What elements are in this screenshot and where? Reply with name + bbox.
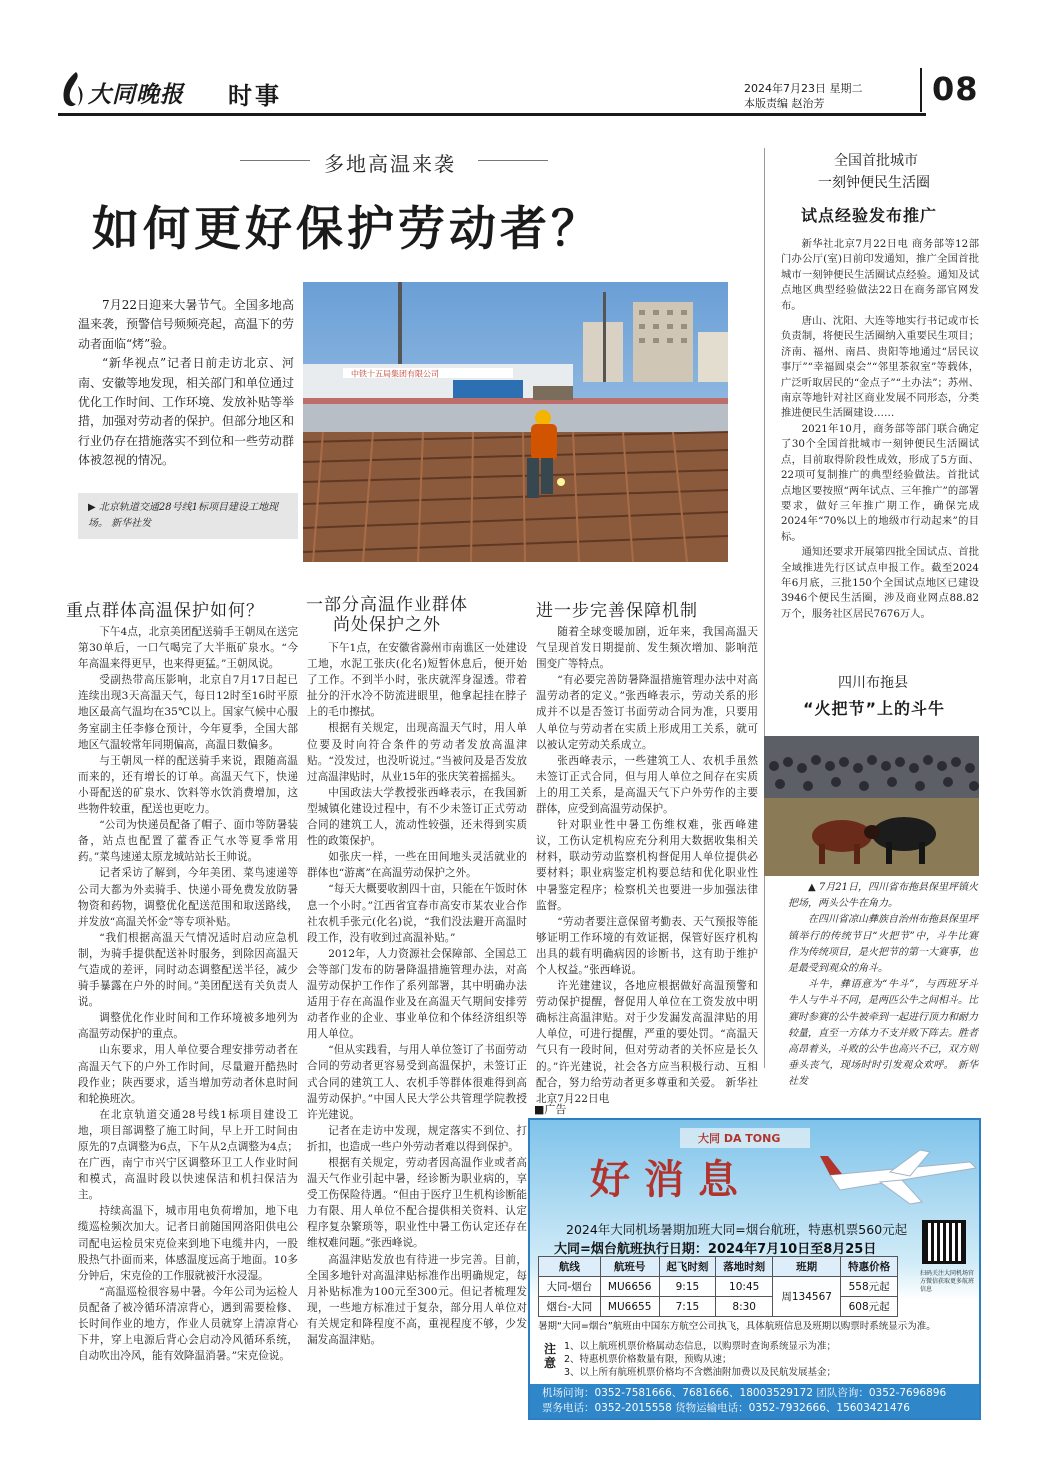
table-cell: 558元起 (841, 1277, 898, 1297)
paragraph: 通知还要求开展第四批全国试点、首批全域推进先行区试点申报工作。截至2024年6月底，三批150个全国试点地区已建设3946个便民生活圈，涉及商业网点88.82万个，服务社区居民7676万人。 (781, 546, 979, 620)
paragraph: 张西峰表示，一些建筑工人、农机手虽然未签订正式合同，但与用人单位之间存在实质上的用工关系，是高温天气下户外劳作的主要群体，应受到高温劳动保护。 (536, 754, 758, 816)
table-cell: 烟台-大同 (539, 1297, 601, 1317)
terminal-sign: 大同 DA TONG (698, 1132, 781, 1145)
sidebar2-body (788, 880, 978, 1091)
table-header: 航班号 (600, 1257, 659, 1277)
warning-item: 3、以上所有航班机票价格均不含燃油附加费以及民航发展基金； (564, 1367, 837, 1378)
bullfight-photo (764, 736, 979, 876)
paragraph: 在北京轨道交通28号线1标项目建设工地，项目部调整了施工时间，早上开工时间由原先的7点调整为6点，下午从2点调整为4点；在广西，南宁市兴宁区调整环卫工人作业时间和模式，高温时段以快速保洁和机扫保洁为主。 (78, 1108, 298, 1202)
header-divider (920, 68, 922, 112)
flight-table (538, 1256, 898, 1317)
photo-caption: ▲ 7月21日，四川省布拖县保里坪镇火把场，两头公牛在角力。 (788, 882, 978, 910)
kicker-rule (478, 160, 548, 161)
page-editor: 本版责编 赵治芳 (744, 97, 825, 110)
paragraph: 随着全球变暖加剧，近年来，我国高温天气呈现首发日期提前、发生频次增加、影响范围变广等特点。 (536, 626, 758, 671)
paragraph: 唐山、沈阳、大连等地实行书记或市长负责制，将便民生活圈纳入重要民生项目；济南、福州、南昌、贵阳等地通过“居民议事厅”“幸福圆桌会”“邻里茶叙室”等载体，广泛听取居民的“金点子”“土办法”；苏州、南京等地针对社区商业发展不同形态，分类推进便民生活圈建设…… (781, 315, 979, 420)
paragraph: 许光建建议，各地应根据做好高温预警和劳动保护提醒，督促用人单位在工资发放中明确标注高温津贴。对于少发漏发高温津贴的用人单位，可进行提醒，严重的要处罚。“高温天气只有一段时间，但对劳动者的关怀应是长久的。”许光建说，社会各方应当积极行动、互相配合，努力给劳动者更多尊重和关爱。 新华社北京7月22日电 (536, 980, 758, 1105)
col2-heading: 一部分高温作业群体 (306, 595, 468, 615)
col2-body (307, 640, 527, 1348)
table-cell: MU6655 (600, 1297, 659, 1317)
table-header: 落地时刻 (716, 1257, 773, 1277)
column-divider (764, 148, 765, 1068)
ad-schedule: 大同=烟台航班执行日期：2024年7月10日至8月25日 (554, 1242, 877, 1257)
paragraph: 持续高温下，城市用电负荷增加，地下电缆巡检频次加大。记者日前随国网洛阳供电公司配电运检员宋克俭来到地下电缆井内，一股股热气扑面而来，体感温度远高于地面。10多分钟后，宋克俭的工作服就被汗水浸湿。 (78, 1205, 298, 1282)
paragraph: 记者采访了解到，今年美团、菜鸟速递等公司大都为外卖骑手、快递小哥免费发放防暑物资和药物，调整优化配送范围和取送路线，并发放“高温关怀金”等专项补贴。 (78, 867, 298, 928)
paragraph: “高温巡检很容易中暑。今年公司为运检人员配备了被冷循环清凉背心，遇到需要检修、长时间作业的地方，作业人员就穿上清凉背心下井，穿上电源后背心会启动冷风循环系统，自动吹出冷风，能有效降温消暑。”宋克俭说。 (78, 1285, 298, 1363)
paragraph: 下午1点，在安徽省滁州市南谯区一处建设工地，水泥工张庆(化名)短暂休息后，便开始了工作。不到半小时，张庆就浑身湿透。带着扯分的汗水冷不防流进眼里，他拿起挂在脖子上的毛巾擦拭。 (307, 642, 527, 719)
sidebar1-kicker-line2: 一刻钟便民生活圈 (818, 175, 930, 191)
table-cell: MU6656 (600, 1277, 659, 1297)
paragraph: 受副热带高压影响，北京自7月17日起已连续出现3天高温天气，每日12时至16时平原地区最高气温均在35℃以上。国家气候中心服务室副主任李修仓预计，今年夏季，全国大部地区气温较常年同期偏高，高温日数偏多。 (78, 674, 298, 751)
paragraph: “有必要完善防暑降温措施管理办法中对高温劳动者的定义。”张西峰表示，劳动关系的形成并不以是否签订书面劳动合同为准，只要用人单位与劳动者在实质上形成用工关系，就可以被认定劳动关系成立。 (536, 674, 758, 751)
contact-line: 机场问询：0352-7581666、7681666、18003529172 团队咨询：0352-7696896 (542, 1387, 947, 1399)
section-title: 时事 (228, 81, 282, 110)
airplane-icon (820, 1150, 976, 1204)
table-cell: 大同-烟台 (539, 1277, 601, 1297)
table-cell: 7:15 (659, 1297, 716, 1317)
table-header: 起飞时刻 (659, 1257, 716, 1277)
page-number: 08 (932, 70, 979, 108)
airline-advertisement (528, 1118, 981, 1420)
col3-body (536, 624, 758, 1107)
header-rule (58, 113, 926, 116)
table-cell: 9:15 (659, 1277, 716, 1297)
col3-heading: 进一步完善保障机制 (536, 601, 698, 621)
qr-caption: 扫码关注大同机场官方微信获取更多航班信息 (920, 1270, 975, 1293)
paragraph: “每天大概要收割四十亩，只能在午饭时休息一个小时。”江西省宜春市高安市某农业合作社农机手张元(化名)说，“我们没法避开高温时段工作，没有收到过高温补贴。” (307, 883, 527, 944)
lead-paragraph: “新华视点”记者日前走访北京、河南、安徽等地发现，相关部门和单位通过优化工作时间、工作环境、发放补贴等举措，加强对劳动者的保护。但部分地区和行业仍存在措施落实不到位和一些劳动群体被忽视的情况。 (78, 356, 295, 468)
kicker-rule (240, 160, 310, 161)
table-cell: 608元起 (841, 1297, 898, 1317)
issue-date: 2024年7月23日 星期二 (744, 82, 863, 95)
col2-heading-line2: 尚处保护之外 (333, 615, 441, 635)
col1-heading: 重点群体高温保护如何？ (66, 601, 264, 621)
site-sign-text: 中铁十五局集团有限公司 (351, 369, 439, 379)
qr-code-icon[interactable] (922, 1220, 966, 1264)
table-row (539, 1277, 898, 1297)
warning-item: 2、特惠机票价格数量有限，预购从速； (564, 1354, 732, 1365)
paragraph: 在四川省凉山彝族自治州布拖县保里坪镇举行的传统节日“火把节”中，斗牛比赛作为传统项目，是火把节的第一大赛事，也是最受到观众的角斗。 (788, 914, 978, 975)
construction-site-photo (303, 282, 728, 562)
warning-item: 1、以上航班机票价格属动态信息，以购票时查询系统显示为准； (564, 1341, 837, 1352)
ad-contact-footer (530, 1384, 979, 1418)
paragraph: 2021年10月，商务部等部门联合确定了30个全国首批城市一刻钟便民生活圈试点，目前取得阶段性成效，形成了5方面、22项可复制推广的典型经验做法。首批试点地区要按照“两年试点、三年推广”的部署要求，做好三年推广期工作，确保完成2024年“70%以上的地级市行动起来”的目标。 (781, 422, 979, 543)
masthead-title: 大同晚报 (88, 81, 184, 108)
paragraph: “公司为快递员配备了帽子、面巾等防暑装备，站点也配置了藿香正气水等夏季常用药。”菜鸟速递太原龙城站站长王帅说。 (78, 819, 298, 864)
ad-warning-label: 注意 (544, 1342, 557, 1370)
lead-paragraph: 7月22日迎来大暑节气。全国多地高温来袭，预警信号频频亮起，高温下的劳动者面临“烤”验。 (78, 298, 295, 351)
col1-body (78, 624, 298, 1364)
paragraph: 2012年，人力资源社会保障部、全国总工会等部门发布的防暑降温措施管理办法，对高温劳动保护工作作了系列部署，其中明确办法适用于存在高温作业及在高温天气期间安排劳动者作业的企业、事业单位和个体经济组织等用人单位。 (307, 947, 527, 1041)
story-lead (78, 296, 294, 471)
paragraph: 调整优化作业时间和工作环境被多地列为高温劳动保护的重点。 (78, 1012, 298, 1041)
table-header: 班期 (773, 1257, 841, 1277)
contact-line: 票务电话：0352-2015558 货物运输电话：0352-7932666、15603421476 (542, 1402, 910, 1414)
sidebar2-headline: “火把节”上的斗牛 (803, 699, 946, 718)
table-header: 航线 (539, 1257, 601, 1277)
paragraph: 中国政法大学教授张西峰表示，在我国新型城镇化建设过程中，有不少未签订正式劳动合同的建筑工人，流动性较强，还未得到实质性的政策保护。 (307, 786, 527, 848)
table-cell: 8:30 (716, 1297, 773, 1317)
ad-warnings (564, 1340, 974, 1379)
paragraph: 根据有关规定，劳动者因高温作业或者高温天气作业引起中暑，经诊断为职业病的，享受工伤保险待遇。“但由于医疗卫生机构诊断能力有限、用人单位不配合提供相关资料、认定程序复杂繁琐等，职业性中暑工伤认定还存在维权难问题。”张西峰说。 (307, 1157, 527, 1250)
paragraph: 与王朝凤一样的配送骑手来说，跟随高温而来的，还有增长的订单。高温天气下，快递小哥配送的矿泉水、饮料等水饮消费增加，这些物件较重，配送也更吃力。 (78, 754, 298, 816)
paragraph: 记者在走访中发现，规定落实不到位、打折扣，也造成一些户外劳动者难以得到保护。 (307, 1124, 527, 1153)
paragraph: 针对职业性中暑工伤维权难，张西峰建议，工伤认定机构应充分利用大数据收集相关材料，联动劳动监察机构督促用人单位提供必要材料；职业病鉴定机构要总结和优化职业性中暑鉴定程序；检察机关也要进一步加强法律监督。 (536, 819, 758, 912)
masthead-logo-icon (58, 70, 88, 110)
table-cell: 10:45 (716, 1277, 773, 1297)
paragraph: 新华社北京7月22日电 商务部等12部门办公厅(室)日前印发通知，推广全国首批城市一刻钟便民生活圈试点经验。通知及试点地区典型经验做法22日在商务部官网发布。 (781, 238, 979, 312)
paragraph: 山东要求，用人单位要合理安排劳动者在高温天气下的户外工作时间，尽量避开酷热时段作业；陕西要求，适当增加劳动者休息时间和轮换班次。 (78, 1044, 298, 1105)
sidebar1-body (781, 237, 979, 622)
ad-note: 暑期“大同=烟台”航班由中国东方航空公司执飞，具体航班信息及班期以购票时系统显示为准。 (538, 1321, 936, 1332)
paragraph: “劳动者要注意保留考勤表、天气预报等能够证明工作环境的有效证据，保管好医疗机构出具的载有明确病因的诊断书，这有助于维护个人权益。”张西峰说。 (536, 915, 758, 976)
ad-subheadline: 2024年大同机场暑期加班大同=烟台航班，特惠机票560元起 (566, 1222, 908, 1237)
sidebar1-kicker: 全国首批城市 (834, 153, 918, 169)
sidebar1-headline: 试点经验发布推广 (801, 206, 938, 225)
story-kicker: 多地高温来袭 (324, 152, 456, 176)
paragraph: 下午4点，北京美团配送骑手王朝凤在送完第30单后，一口气喝完了大半瓶矿泉水。“今年高温来得更早，也来得更猛。”王朝凤说。 (78, 626, 298, 671)
table-header: 特惠价格 (841, 1257, 898, 1277)
paragraph: 斗牛，彝语意为“牛斗”，与西班牙斗牛人与牛斗不同，是两匹公牛之间相斗。比赛时参赛的公牛被牵到一起进行顶力和耐力较量，直至一方体力不支并败下阵去。胜者高昂着头，斗败的公牛也高兴不已，双方则垂头丧气，现场时时引发观众欢呼。 新华社发 (788, 979, 978, 1088)
story-headline: 如何更好保护劳动者？ (92, 202, 602, 257)
sidebar2-kicker: 四川布拖县 (838, 675, 908, 691)
ad-label: ■广告 (534, 1103, 567, 1116)
paragraph: 根据有关规定，出现高温天气时，用人单位要及时向符合条件的劳动者发放高温津贴。“没发过，也没听说过。”当被问及是否发放过高温津贴时，从业15年的张庆笑着摇摇头。 (307, 722, 527, 783)
table-cell-days: 周134567 (773, 1277, 841, 1317)
table-row (539, 1297, 898, 1317)
paragraph: 如张庆一样，一些在田间地头灵活就业的群体也“游离”在高温劳动保护之外。 (307, 851, 527, 880)
ad-headline: 好消息 (590, 1157, 752, 1203)
paragraph: “我们根据高温天气情况适时启动应急机制，为骑手提供配送补时服务，到除因高温天气造成的差评，同时动态调整配送半径，减少骑手暴露在户外的时间。”美团配送有关负责人说。 (78, 931, 298, 1009)
photo-caption: ▶ 北京轨道交通28号线1标项目建设工地现场。 新华社发 (78, 493, 298, 539)
paragraph: 高温津贴发放也有待进一步完善。目前，全国多地针对高温津贴标准作出明确规定，每月补贴标准为100元至300元。但记者梳理发现，一些地方标准过于复杂，部分用人单位对有关规定和降程度不高，重视程度不够，少发漏发高温津贴。 (307, 1253, 527, 1347)
table-header-row (539, 1257, 898, 1277)
paragraph: “但从实践看，与用人单位签订了书面劳动合同的劳动者更容易受到高温保护，未签订正式合同的建筑工人、农机手等群体很难得到高温劳动保护。”中国人民大学公共管理学院教授许光建说。 (307, 1044, 527, 1121)
